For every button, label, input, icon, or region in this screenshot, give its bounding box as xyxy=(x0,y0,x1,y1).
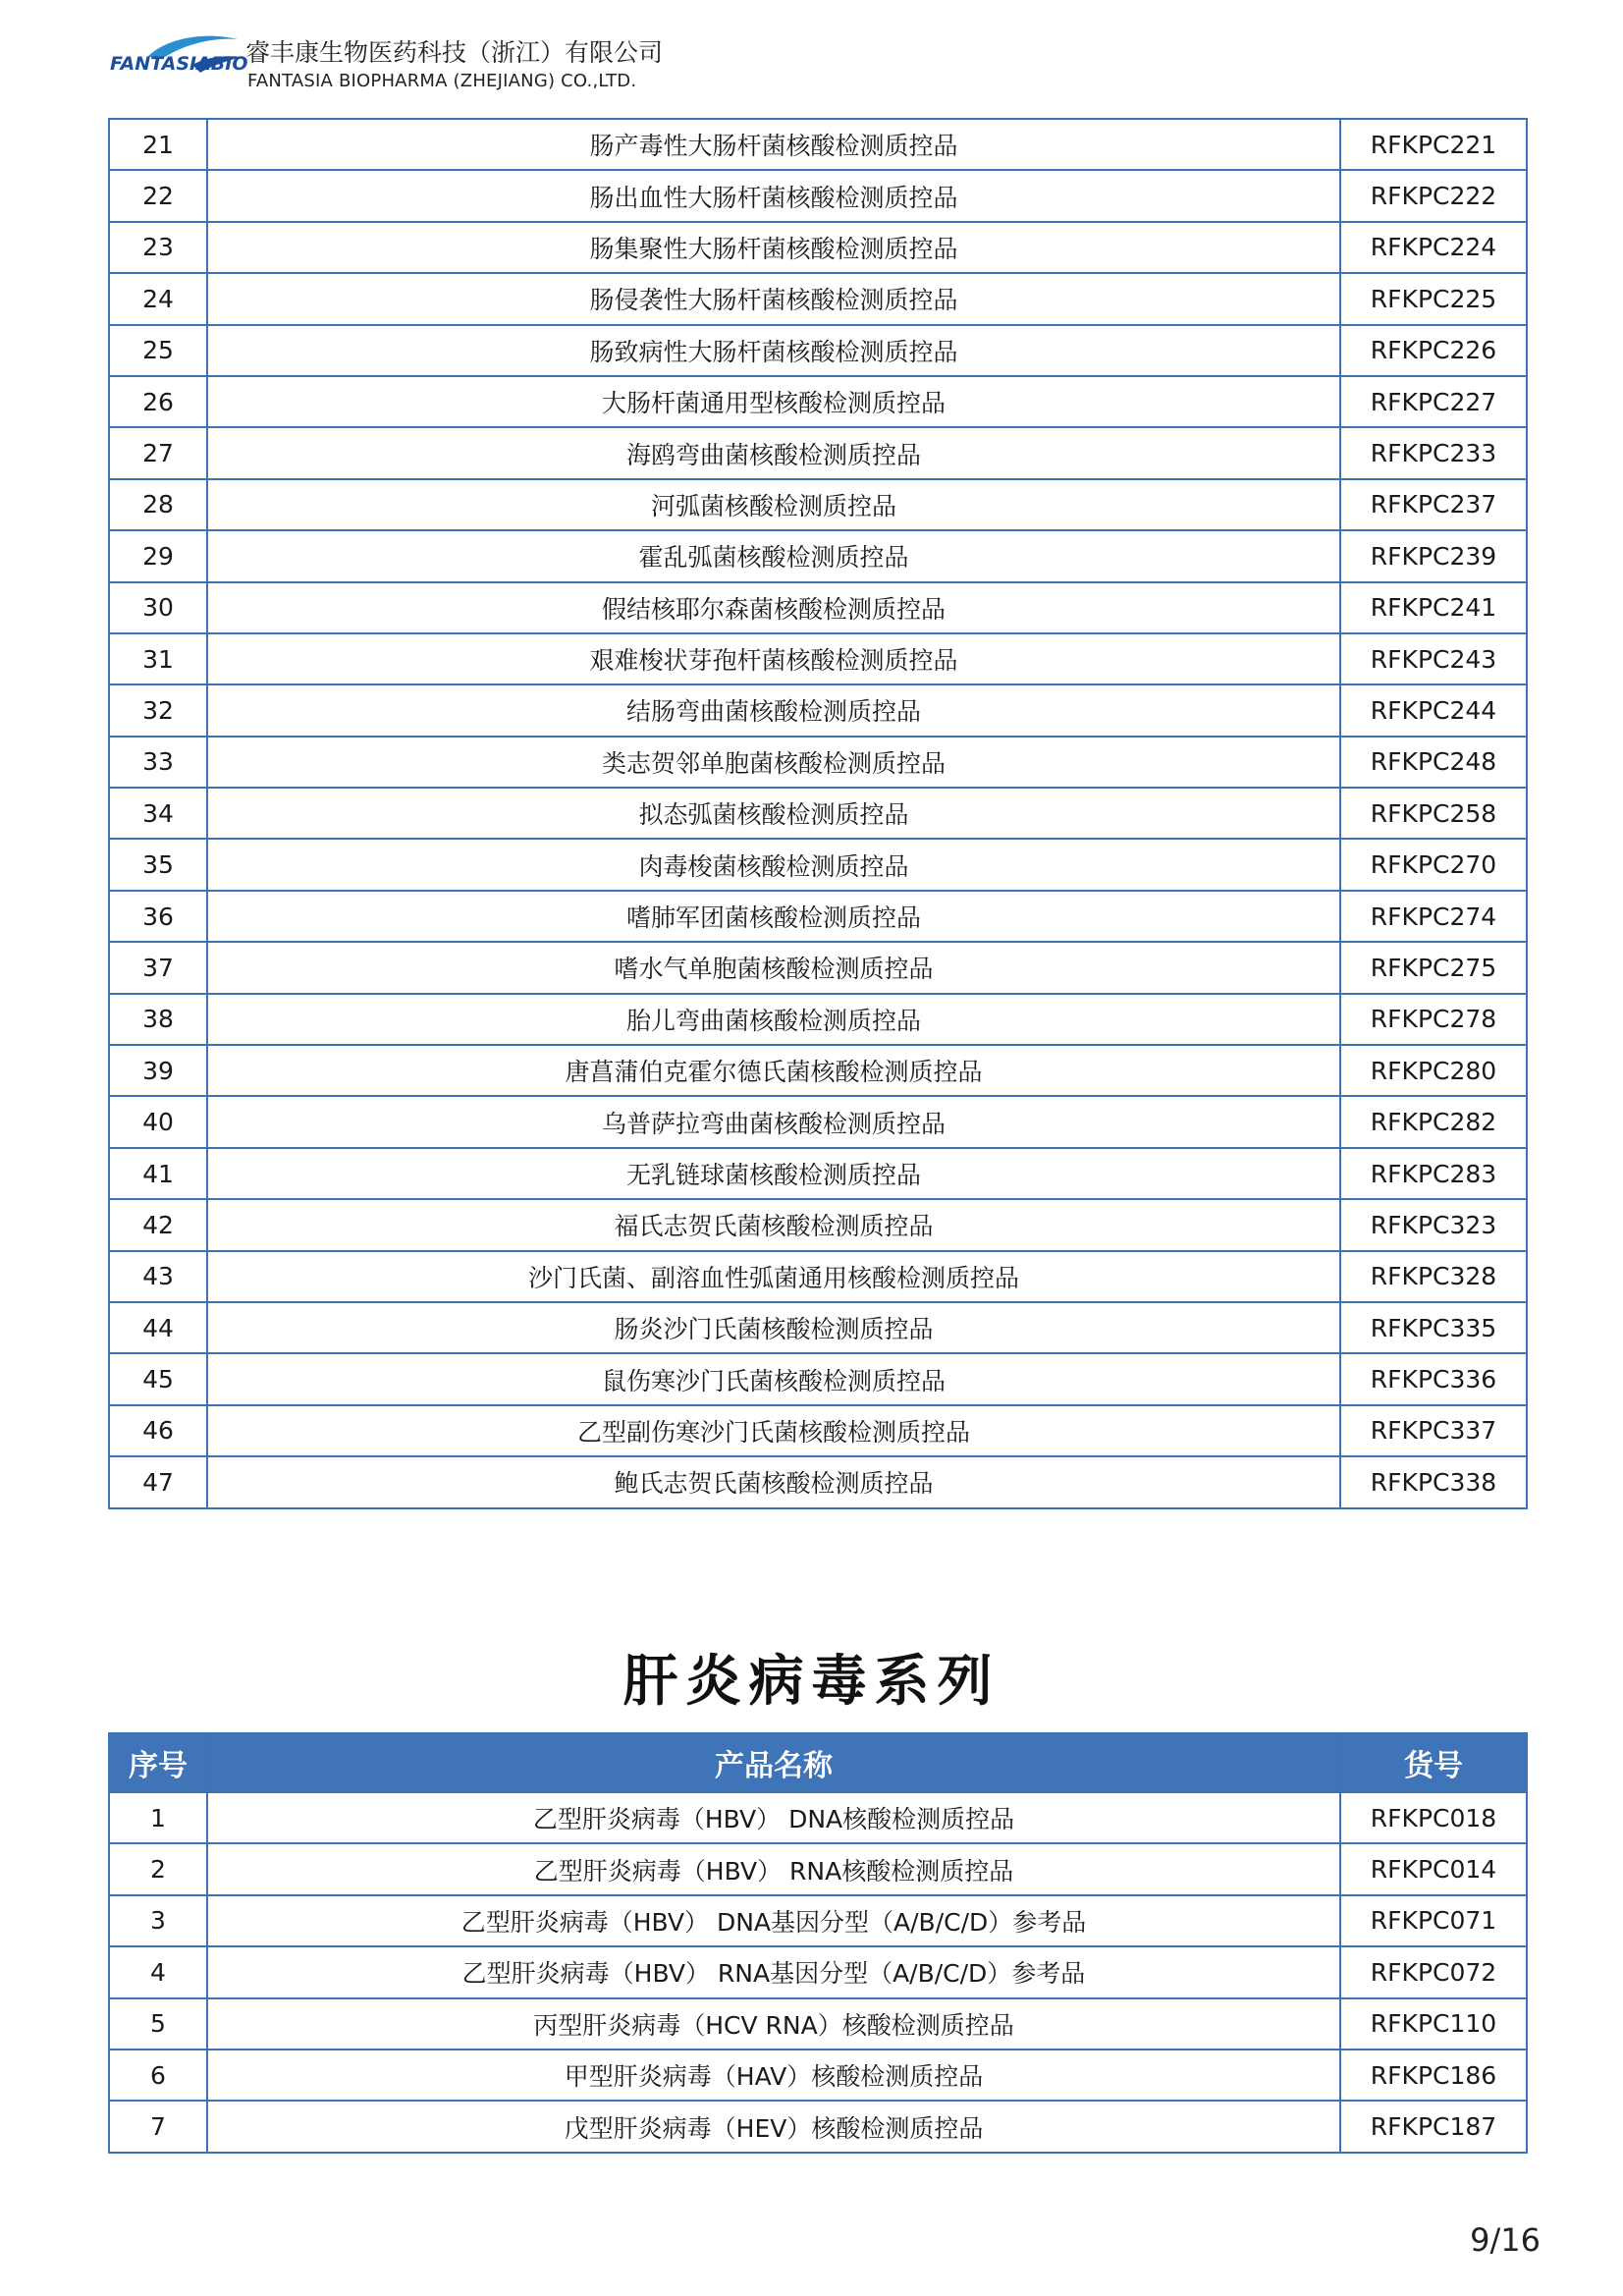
cell-code: RFKPC338 xyxy=(1340,1456,1527,1507)
cell-no: 31 xyxy=(109,633,207,684)
table-row xyxy=(109,273,1527,324)
table-row xyxy=(109,1199,1527,1250)
cell-code: RFKPC071 xyxy=(1340,1895,1527,1946)
cell-no: 45 xyxy=(109,1353,207,1404)
table-row xyxy=(109,1895,1527,1946)
cell-name: 类志贺邻单胞菌核酸检测质控品 xyxy=(207,737,1340,788)
cell-no: 43 xyxy=(109,1251,207,1302)
table-row xyxy=(109,530,1527,581)
table-header-row xyxy=(109,1733,1527,1792)
cell-name: 鲍氏志贺氏菌核酸检测质控品 xyxy=(207,1456,1340,1507)
table-row xyxy=(109,839,1527,890)
cell-no: 6 xyxy=(109,2050,207,2101)
cell-name: 结肠弯曲菌核酸检测质控品 xyxy=(207,684,1340,736)
cell-code: RFKPC282 xyxy=(1340,1096,1527,1147)
cell-code: RFKPC280 xyxy=(1340,1045,1527,1096)
cell-no: 39 xyxy=(109,1045,207,1096)
table-row xyxy=(109,479,1527,530)
header-code: 货号 xyxy=(1340,1733,1527,1792)
cell-code: RFKPC187 xyxy=(1340,2101,1527,2152)
cell-code: RFKPC337 xyxy=(1340,1405,1527,1456)
cell-name: 戊型肝炎病毒（HEV）核酸检测质控品 xyxy=(207,2101,1340,2152)
table-row xyxy=(109,788,1527,839)
cell-name: 嗜肺军团菌核酸检测质控品 xyxy=(207,891,1340,942)
table-row xyxy=(109,994,1527,1045)
table-row xyxy=(109,119,1527,170)
cell-name: 唐菖蒲伯克霍尔德氏菌核酸检测质控品 xyxy=(207,1045,1340,1096)
cell-no: 24 xyxy=(109,273,207,324)
cell-name: 艰难梭状芽孢杆菌核酸检测质控品 xyxy=(207,633,1340,684)
table-row xyxy=(109,1251,1527,1302)
cell-code: RFKPC239 xyxy=(1340,530,1527,581)
cell-name: 乙型肝炎病毒（HBV） DNA基因分型（A/B/C/D）参考品 xyxy=(207,1895,1340,1946)
cell-name: 鼠伤寒沙门氏菌核酸检测质控品 xyxy=(207,1353,1340,1404)
cell-no: 37 xyxy=(109,942,207,993)
product-table-continued xyxy=(108,118,1528,1509)
cell-code: RFKPC275 xyxy=(1340,942,1527,993)
cell-name: 海鸥弯曲菌核酸检测质控品 xyxy=(207,427,1340,478)
cell-code: RFKPC283 xyxy=(1340,1148,1527,1199)
cell-code: RFKPC336 xyxy=(1340,1353,1527,1404)
table-row xyxy=(109,633,1527,684)
cell-no: 40 xyxy=(109,1096,207,1147)
cell-name: 嗜水气单胞菌核酸检测质控品 xyxy=(207,942,1340,993)
table-row xyxy=(109,1148,1527,1199)
cell-no: 47 xyxy=(109,1456,207,1507)
cell-code: RFKPC226 xyxy=(1340,325,1527,376)
table-row xyxy=(109,376,1527,427)
cell-name: 肠产毒性大肠杆菌核酸检测质控品 xyxy=(207,119,1340,170)
table-row xyxy=(109,427,1527,478)
cell-name: 乌普萨拉弯曲菌核酸检测质控品 xyxy=(207,1096,1340,1147)
cell-no: 27 xyxy=(109,427,207,478)
cell-name: 肉毒梭菌核酸检测质控品 xyxy=(207,839,1340,890)
cell-no: 30 xyxy=(109,582,207,633)
cell-no: 3 xyxy=(109,1895,207,1946)
table-row xyxy=(109,1353,1527,1404)
cell-no: 5 xyxy=(109,1998,207,2050)
table-row xyxy=(109,222,1527,273)
table-row xyxy=(109,170,1527,221)
company-name-en: FANTASIA BIOPHARMA (ZHEJIANG) CO.,LTD. xyxy=(247,71,637,91)
cell-name: 丙型肝炎病毒（HCV RNA）核酸检测质控品 xyxy=(207,1998,1340,2050)
table-row xyxy=(109,942,1527,993)
cell-no: 28 xyxy=(109,479,207,530)
cell-name: 霍乱弧菌核酸检测质控品 xyxy=(207,530,1340,581)
cell-code: RFKPC244 xyxy=(1340,684,1527,736)
cell-no: 22 xyxy=(109,170,207,221)
cell-no: 7 xyxy=(109,2101,207,2152)
cell-name: 沙门氏菌、副溶血性弧菌通用核酸检测质控品 xyxy=(207,1251,1340,1302)
cell-code: RFKPC248 xyxy=(1340,737,1527,788)
table-row xyxy=(109,1096,1527,1147)
cell-name: 胎儿弯曲菌核酸检测质控品 xyxy=(207,994,1340,1045)
table-row xyxy=(109,1792,1527,1843)
table-row xyxy=(109,1456,1527,1507)
cell-code: RFKPC323 xyxy=(1340,1199,1527,1250)
cell-no: 26 xyxy=(109,376,207,427)
table-row xyxy=(109,325,1527,376)
table-row xyxy=(109,891,1527,942)
cell-code: RFKPC224 xyxy=(1340,222,1527,273)
cell-no: 46 xyxy=(109,1405,207,1456)
cell-code: RFKPC225 xyxy=(1340,273,1527,324)
cell-no: 41 xyxy=(109,1148,207,1199)
cell-name: 甲型肝炎病毒（HAV）核酸检测质控品 xyxy=(207,2050,1340,2101)
cell-name: 乙型肝炎病毒（HBV） RNA基因分型（A/B/C/D）参考品 xyxy=(207,1946,1340,1997)
cell-code: RFKPC110 xyxy=(1340,1998,1527,2050)
cell-name: 河弧菌核酸检测质控品 xyxy=(207,479,1340,530)
cell-no: 23 xyxy=(109,222,207,273)
table-row xyxy=(109,1405,1527,1456)
cell-no: 25 xyxy=(109,325,207,376)
table-row xyxy=(109,684,1527,736)
cell-code: RFKPC328 xyxy=(1340,1251,1527,1302)
table-row xyxy=(109,2050,1527,2101)
cell-code: RFKPC241 xyxy=(1340,582,1527,633)
cell-code: RFKPC227 xyxy=(1340,376,1527,427)
cell-name: 肠致病性大肠杆菌核酸检测质控品 xyxy=(207,325,1340,376)
cell-code: RFKPC186 xyxy=(1340,2050,1527,2101)
cell-code: RFKPC243 xyxy=(1340,633,1527,684)
cell-no: 42 xyxy=(109,1199,207,1250)
cell-name: 乙型副伤寒沙门氏菌核酸检测质控品 xyxy=(207,1405,1340,1456)
cell-no: 38 xyxy=(109,994,207,1045)
cell-code: RFKPC222 xyxy=(1340,170,1527,221)
cell-no: 44 xyxy=(109,1302,207,1353)
header-no: 序号 xyxy=(109,1733,207,1792)
table-row xyxy=(109,1302,1527,1353)
cell-name: 肠集聚性大肠杆菌核酸检测质控品 xyxy=(207,222,1340,273)
cell-name: 无乳链球菌核酸检测质控品 xyxy=(207,1148,1340,1199)
table-row xyxy=(109,1843,1527,1894)
cell-name: 拟态弧菌核酸检测质控品 xyxy=(207,788,1340,839)
cell-name: 乙型肝炎病毒（HBV） RNA核酸检测质控品 xyxy=(207,1843,1340,1894)
cell-no: 34 xyxy=(109,788,207,839)
cell-name: 肠炎沙门氏菌核酸检测质控品 xyxy=(207,1302,1340,1353)
cell-name: 肠出血性大肠杆菌核酸检测质控品 xyxy=(207,170,1340,221)
hepatitis-product-table xyxy=(108,1732,1528,2154)
cell-code: RFKPC072 xyxy=(1340,1946,1527,1997)
cell-code: RFKPC233 xyxy=(1340,427,1527,478)
cell-no: 4 xyxy=(109,1946,207,1997)
cell-code: RFKPC278 xyxy=(1340,994,1527,1045)
cell-name: 乙型肝炎病毒（HBV） DNA核酸检测质控品 xyxy=(207,1792,1340,1843)
section-title: 肝炎病毒系列 xyxy=(622,1650,1001,1714)
cell-code: RFKPC018 xyxy=(1340,1792,1527,1843)
cell-code: RFKPC237 xyxy=(1340,479,1527,530)
cell-no: 2 xyxy=(109,1843,207,1894)
cell-code: RFKPC014 xyxy=(1340,1843,1527,1894)
cell-code: RFKPC274 xyxy=(1340,891,1527,942)
header-name: 产品名称 xyxy=(207,1733,1340,1792)
cell-code: RFKPC258 xyxy=(1340,788,1527,839)
cell-no: 1 xyxy=(109,1792,207,1843)
cell-no: 21 xyxy=(109,119,207,170)
table-row xyxy=(109,737,1527,788)
cell-code: RFKPC335 xyxy=(1340,1302,1527,1353)
cell-name: 大肠杆菌通用型核酸检测质控品 xyxy=(207,376,1340,427)
cell-no: 33 xyxy=(109,737,207,788)
table-row xyxy=(109,1045,1527,1096)
cell-no: 32 xyxy=(109,684,207,736)
table-row xyxy=(109,1998,1527,2050)
logo-wordmark: FANTASIABIO xyxy=(110,53,248,75)
cell-no: 29 xyxy=(109,530,207,581)
company-name-cn: 睿丰康生物医药科技（浙江）有限公司 xyxy=(245,38,664,67)
cell-name: 肠侵袭性大肠杆菌核酸检测质控品 xyxy=(207,273,1340,324)
table-row xyxy=(109,1946,1527,1997)
cell-name: 假结核耶尔森菌核酸检测质控品 xyxy=(207,582,1340,633)
cell-code: RFKPC221 xyxy=(1340,119,1527,170)
cell-no: 36 xyxy=(109,891,207,942)
page-number: 9/16 xyxy=(1470,2221,1541,2259)
cell-no: 35 xyxy=(109,839,207,890)
cell-name: 福氏志贺氏菌核酸检测质控品 xyxy=(207,1199,1340,1250)
table-row xyxy=(109,2101,1527,2152)
cell-code: RFKPC270 xyxy=(1340,839,1527,890)
table-row xyxy=(109,582,1527,633)
